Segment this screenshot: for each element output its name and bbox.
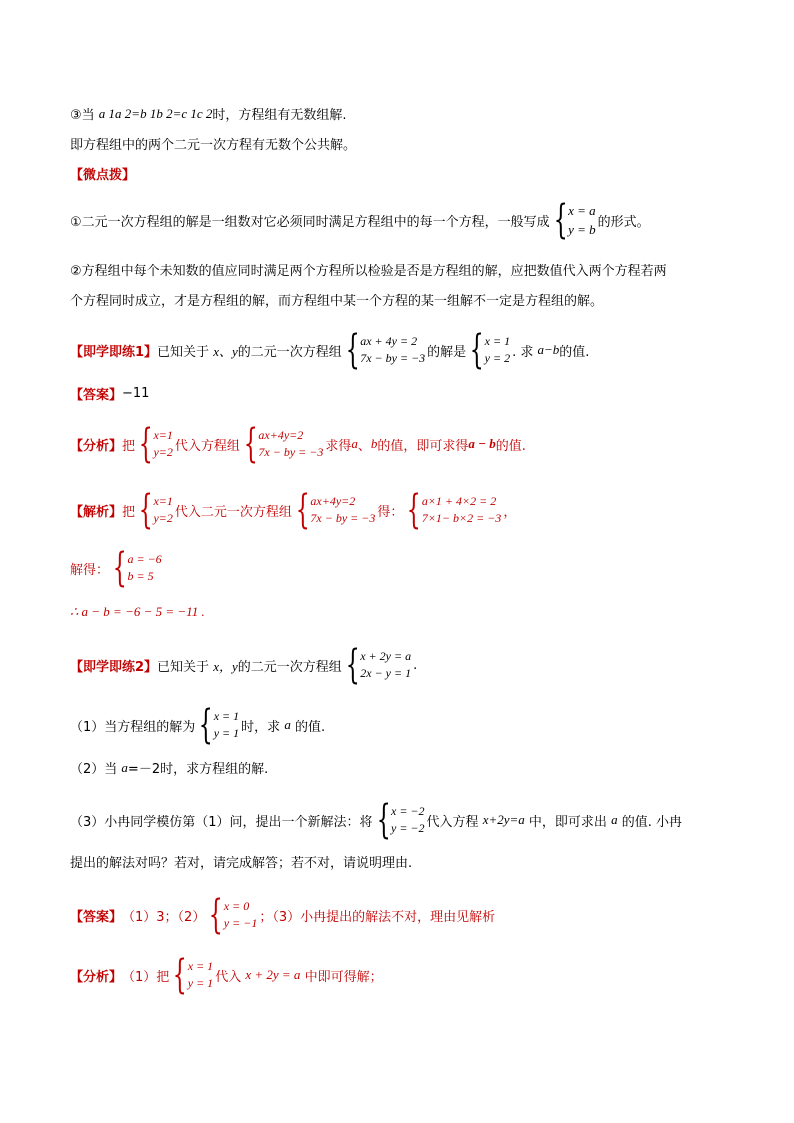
paragraph [70, 134, 356, 153]
analysis-2: 【分析】 （1）把 { x = 1 y = 1 代入 x + 2y = a 中即可得解； [70, 952, 383, 998]
solution-system: { x = 0 y = −1 [209, 892, 258, 938]
solution-label: 【解析】 [70, 504, 123, 520]
result-system: { a = −6 b = 5 [112, 545, 162, 591]
tip-heading: 【微点拨】 [70, 168, 136, 183]
answer-1 [70, 384, 149, 403]
exercise-label: 【即学即练2】 [70, 659, 158, 675]
answer-2: 【答案】 （1）3；（2） { x = 0 y = −1 ；（3）小冉提出的解法不对，理由见解析 [70, 892, 496, 938]
question-2: （2）当 a =－2时，求方程组的解. [70, 759, 269, 777]
substitution-system: { x=1 y=2 [138, 421, 173, 467]
answer-label: 【答案】 [70, 388, 123, 403]
solution-1-result: 解得： { a = −6 b = 5 [70, 545, 162, 591]
substitution-system: { x = −2 y = −2 [376, 797, 425, 843]
solution-system: { x = 1 y = 1 [199, 702, 240, 748]
equation-system: { ax+4y=2 7x − by = −3 [295, 487, 376, 533]
equation-system: { ax+4y=2 7x − by = −3 [243, 421, 324, 467]
tip-point-2-cont: 个方程同时成立，才是方程组的解，而方程组中某一个方程的某一组解不一定是方程组的解。 [70, 294, 604, 309]
text: 时，方程组有无数组解. [212, 108, 347, 123]
equation-system: { x = a y = b [553, 197, 596, 243]
question-3: （3）小冉同学模仿第（1）问，提出一个新解法：将 { x = −2 y = −2 代入方程 x+2y=a 中，即可求出 a 的值. 小冉 [70, 797, 682, 843]
question-3-cont: 提出的解法对吗？若对，请完成解答；若不对，请说明理由. [70, 856, 413, 871]
answer-label: 【答案】 [70, 909, 123, 925]
text: ③当 [70, 108, 95, 123]
condition-line-3 [70, 104, 347, 123]
exercise-label: 【即学即练1】 [70, 344, 158, 360]
analysis-label: 【分析】 [70, 438, 123, 454]
text: 即方程组中的两个二元一次方程有无数个公共解。 [70, 138, 357, 153]
solution-system: { x = 1 y = 2 [469, 327, 511, 373]
exercise-2: 【即学即练2】 已知关于 x，y 的二元一次方程组 { x + 2y = a 2x − y = 1 . [70, 642, 418, 688]
solution-1-conclusion: ∴ a − b = −6 − 5 = −11 . [70, 604, 205, 619]
tip-point-1: ①二元一次方程组的解是一组数对它必须同时满足方程组中的每一个方程，一般写成 { x = a y = b 的形式。 [70, 197, 650, 243]
substitution-system: { x = 1 y = 1 [173, 952, 214, 998]
question-1: （1）当方程组的解为 { x = 1 y = 1 时，求 a 的值. [70, 702, 326, 748]
equation-system: { ax + 4y = 2 7x − by = −3 [345, 327, 426, 373]
answer-value: −11 [122, 386, 150, 401]
analysis-label: 【分析】 [70, 969, 123, 985]
substitution-system: { x=1 y=2 [138, 487, 173, 533]
result-system: { a×1 + 4×2 = 2 7×1− b×2 = −3 [407, 487, 502, 533]
exercise-1: 【即学即练1】 已知关于 x、y 的二元一次方程组 { ax + 4y = 2 7x − by = −3 的解是 { x = 1 y = 2 . 求 a−b 的值. [70, 327, 590, 373]
analysis-1: 【分析】 把 { x=1 y=2 代入方程组 { ax+4y=2 7x − by = −3 求得 a 、 b 的值，即可求得 a − b 的值. [70, 421, 526, 467]
tip-point-2: ②方程组中每个未知数的值应同时满足两个方程所以检验是否是方程组的解，应把数值代入两个方程若两 [70, 264, 667, 279]
solution-1: 【解析】 把 { x=1 y=2 代入二元一次方程组 { ax+4y=2 7x − by = −3 得： { a×1 + 4×2 = 2 7×1− b×2 = −3 ， [70, 487, 517, 533]
ratio-condition: a 1a 2=b 1b 2=c 1c 2 [98, 105, 213, 121]
equation-system: { x + 2y = a 2x − y = 1 [345, 642, 412, 688]
